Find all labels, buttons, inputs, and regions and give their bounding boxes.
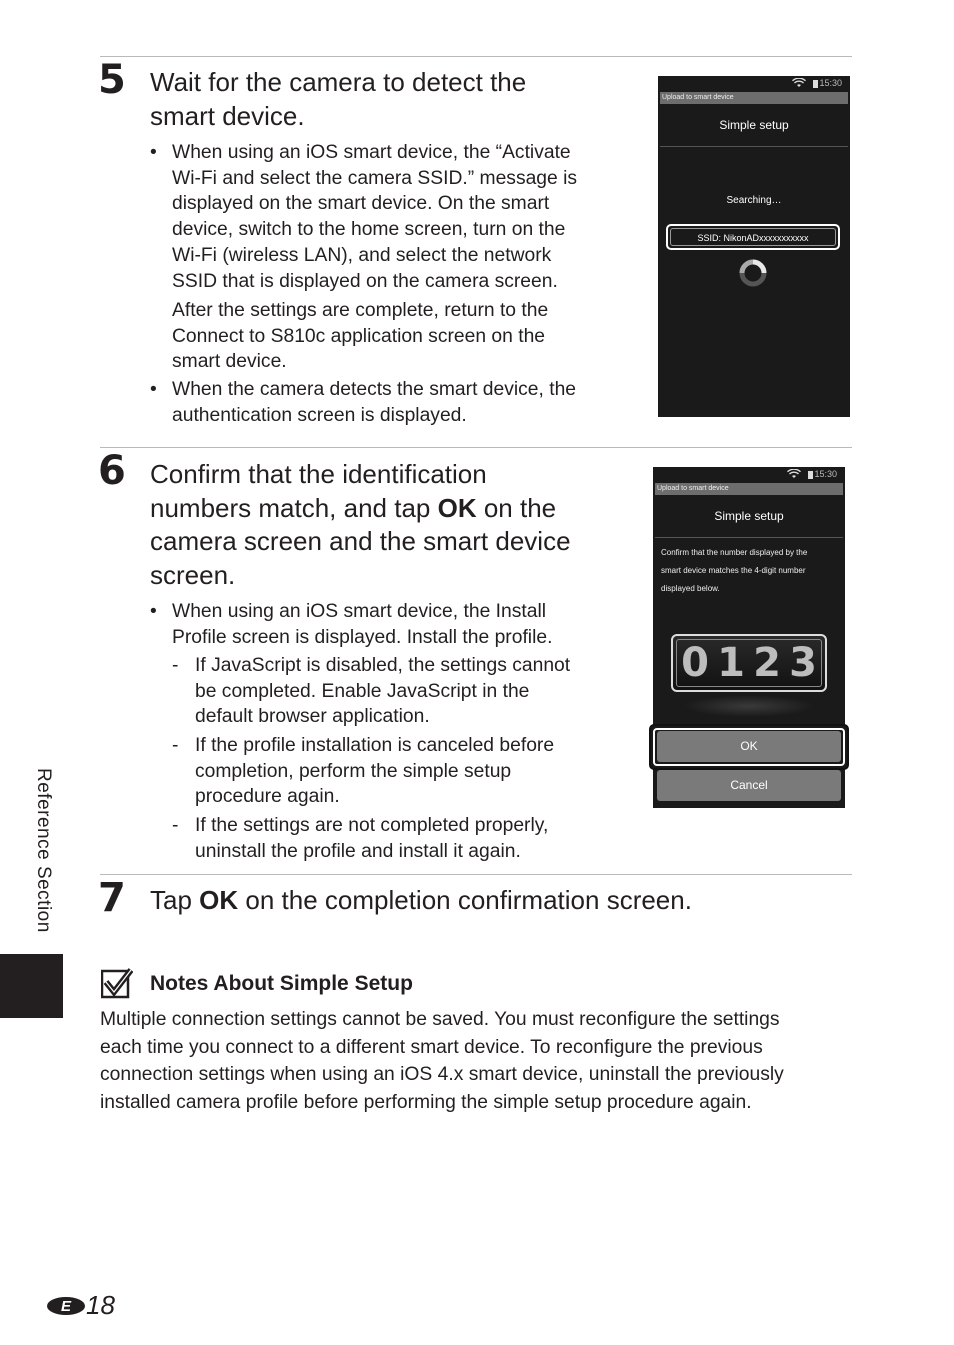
battery-icon: [813, 80, 818, 88]
reflection: [683, 695, 815, 717]
step-title-line: smart device.: [150, 100, 305, 131]
section-rule: [100, 874, 852, 875]
section-tab-marker: [0, 954, 63, 1018]
reference-e-icon: [46, 1292, 86, 1315]
bullet-dot: •: [150, 142, 157, 163]
digit-inner: [676, 639, 822, 687]
screen-title-bar: Upload to smart device: [660, 92, 848, 104]
ssid-box: [666, 224, 840, 250]
ssid-inner: [670, 228, 836, 246]
page-number-text: 18: [86, 1290, 115, 1320]
text-line: SSID that is displayed on the camera screen.: [172, 270, 558, 292]
text-line: If the profile installation is canceled before: [195, 735, 555, 756]
text-line: When the camera detects the smart device, the: [172, 379, 577, 400]
text-span: on the completion confirmation screen.: [238, 885, 692, 915]
dash-marker: -: [172, 655, 179, 676]
ok-label: OK: [740, 739, 758, 753]
step-title: [150, 458, 571, 592]
text-line: procedure again.: [195, 786, 340, 808]
text-line: When using an iOS smart device, the Install: [172, 601, 547, 622]
text-span: numbers match, and tap: [150, 492, 438, 523]
ok-button[interactable]: [657, 731, 841, 762]
dash-item: [172, 813, 615, 864]
text-span: on the: [476, 492, 557, 523]
screen-heading: Simple setup: [719, 118, 789, 132]
dash-item: [172, 733, 615, 810]
text-line: After the settings are complete, return to the: [172, 300, 549, 321]
ok-word: OK: [437, 492, 477, 523]
digit: 3: [789, 640, 817, 686]
note-title: Notes About Simple Setup: [150, 972, 413, 995]
text-line: When using an iOS smart device, the “Activate: [172, 142, 571, 163]
step-title: [150, 66, 526, 133]
text-line: If JavaScript is disabled, the settings cannot: [195, 655, 571, 676]
bullet-continuation: [172, 298, 612, 375]
bullet-item: [150, 377, 627, 428]
page-number: [46, 1290, 115, 1321]
step-title-line: camera screen and the smart device: [150, 526, 571, 556]
text-line: Connect to S810c application screen on the: [172, 325, 546, 347]
step-number: 6: [98, 448, 126, 494]
note-body: [100, 1006, 860, 1116]
text-line: connection settings when using an iOS 4.x smart device, uninstall the previously: [100, 1064, 784, 1085]
loading-spinner-icon: [738, 258, 768, 288]
dash-marker: -: [172, 815, 179, 836]
camera-screen-searching: [658, 76, 850, 417]
divider: [660, 146, 848, 147]
ssid-text: SSID: NikonADxxxxxxxxxxx: [697, 233, 809, 243]
text-line: be completed. Enable JavaScript in the: [195, 680, 530, 702]
checkmark-note-icon: [101, 968, 133, 1000]
text-line: each time you connect to a different smart device. To reconfigure the previous: [100, 1036, 763, 1058]
divider: [655, 537, 843, 538]
top-rule: [100, 56, 852, 57]
bullet-item: [150, 599, 627, 650]
text-line: default browser application.: [195, 706, 430, 728]
status-bar: [653, 467, 845, 483]
dash-marker: -: [172, 735, 179, 756]
step-title: [150, 884, 692, 918]
text-line: device, switch to the home screen, turn on the: [172, 219, 566, 241]
screen-title-bar: Upload to smart device: [655, 483, 843, 495]
text-span: Tap: [150, 885, 200, 915]
digit: 1: [717, 640, 745, 686]
text-line: smart device.: [172, 351, 287, 373]
svg-text:E: E: [60, 1298, 72, 1315]
text-line: smart device matches the 4-digit number: [661, 566, 806, 575]
step-title-line: screen.: [150, 559, 236, 590]
text-line: If the settings are not completed properly,: [195, 815, 549, 836]
searching-text: Searching…: [726, 195, 782, 206]
text-line: completion, perform the simple setup: [195, 760, 512, 782]
text-line: Multiple connection settings cannot be saved. You must reconfigure the settings: [100, 1009, 780, 1030]
digit: 0: [681, 640, 709, 686]
battery-icon: [808, 471, 813, 479]
text-line: Profile screen is displayed. Install the profile.: [172, 626, 553, 648]
text-line: installed camera profile before performing the simple setup procedure again.: [100, 1091, 752, 1113]
bullet-dot: •: [150, 601, 157, 622]
status-bar: [658, 76, 850, 92]
step-title-line: [150, 492, 571, 526]
bullet-dot: •: [150, 379, 157, 400]
section-tab-label: Reference Section: [33, 768, 54, 933]
text-line: authentication screen is displayed.: [172, 404, 467, 426]
clock: 15:30: [814, 469, 837, 479]
clock: 15:30: [819, 78, 842, 88]
text-line: Wi-Fi and select the camera SSID.” message is: [172, 167, 578, 189]
section-rule: [100, 447, 852, 448]
confirm-message: [661, 544, 807, 598]
ok-word: OK: [199, 885, 239, 915]
text-line: displayed on the smart device. On the smart: [172, 193, 550, 215]
text-line: displayed below.: [661, 584, 720, 593]
digit-box: [671, 634, 827, 692]
text-line: Wi-Fi (wireless LAN), and select the network: [172, 244, 552, 266]
wifi-icon: [792, 78, 806, 91]
cancel-button[interactable]: [657, 770, 841, 801]
bullet-item: [150, 140, 627, 294]
step-number: 7: [98, 875, 126, 921]
wifi-icon: [787, 469, 801, 482]
screen-heading: Simple setup: [714, 509, 784, 523]
dash-item: [172, 653, 615, 730]
cancel-label: Cancel: [730, 778, 768, 792]
digit: 2: [753, 640, 781, 686]
text-line: uninstall the profile and install it again.: [195, 840, 521, 862]
step-number: 5: [98, 57, 126, 103]
text-line: Confirm that the number displayed by the: [661, 548, 808, 557]
step-title-line: Confirm that the identification: [150, 459, 487, 489]
step-title-line: Wait for the camera to detect the: [150, 67, 527, 97]
